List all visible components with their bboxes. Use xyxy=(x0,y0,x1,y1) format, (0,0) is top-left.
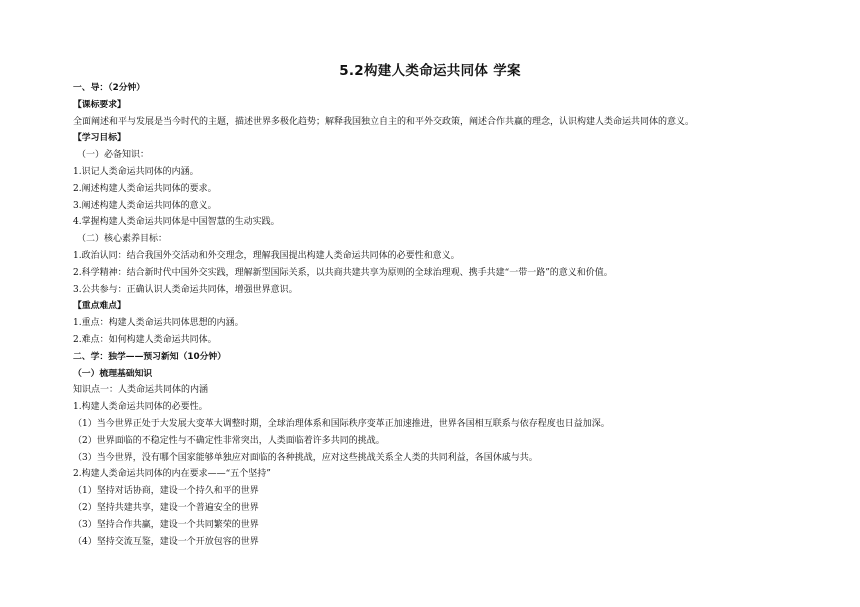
section-heading: 【课标要求】 xyxy=(73,99,126,110)
section-heading: 一、导：（2分钟） xyxy=(73,83,146,93)
text-line: （1）坚持对话协商，建设一个持久和平的世界 xyxy=(73,486,259,497)
text-line: （二）核心素养目标： xyxy=(77,234,168,245)
text-line: 1.构建人类命运共同体的必要性。 xyxy=(73,402,208,413)
text-line: （2）世界面临的不稳定性与不确定性非常突出，人类面临着许多共同的挑战。 xyxy=(73,435,385,446)
text-line: （2）坚持共建共享，建设一个普遍安全的世界 xyxy=(73,502,259,513)
section-heading: 【重点难点】 xyxy=(73,301,126,312)
text-line: 3.公共参与：正确认识人类命运共同体，增强世界意识。 xyxy=(73,284,298,295)
document-body xyxy=(73,80,793,550)
text-line: 1.政治认同：结合我国外交活动和外交理念，理解我国提出构建人类命运共同体的必要性和意义。 xyxy=(73,250,460,261)
text-line: 2.构建人类命运共同体的内在要求——“五个坚持” xyxy=(73,469,271,480)
document-title: 5.2构建人类命运共同体 学案 xyxy=(339,63,521,79)
text-line: 3.阐述构建人类命运共同体的意义。 xyxy=(73,200,217,211)
text-line: 1.识记人类命运共同体的内涵。 xyxy=(73,166,199,177)
text-line: 2.难点：如何构建人类命运共同体。 xyxy=(73,334,217,345)
section-heading: 二、学：独学——预习新知（10分钟） xyxy=(73,351,226,362)
text-line: 2.阐述构建人类命运共同体的要求。 xyxy=(73,183,217,194)
text-line: （1）当今世界正处于大发展大变革大调整时期，全球治理体系和国际秩序变革正加速推进，世界各国相互联系与依存程度也日益加深。 xyxy=(73,418,610,429)
text-line: （一）必备知识： xyxy=(77,150,150,161)
text-line: （4）坚持交流互鉴，建设一个开放包容的世界 xyxy=(73,536,259,547)
text-line: 知识点一：人类命运共同体的内涵 xyxy=(73,385,209,396)
text-line: （3）坚持合作共赢，建设一个共同繁荣的世界 xyxy=(73,519,259,530)
section-heading: （一）梳理基础知识 xyxy=(73,368,153,379)
text-line: 4.掌握构建人类命运共同体是中国智慧的生动实践。 xyxy=(73,217,280,228)
section-heading: 【学习目标】 xyxy=(73,133,126,144)
text-line: 1.重点：构建人类命运共同体思想的内涵。 xyxy=(73,318,244,329)
text-line: 全面阐述和平与发展是当今时代的主题，描述世界多极化趋势；解释我国独立自主的和平外交政策，阐述合作共赢的理念，认识构建人类命运共同体的意义。 xyxy=(73,116,695,127)
text-line: 2.科学精神：结合新时代中国外交实践，理解新型国际关系，以共商共建共享为原则的全球治理观、携手共建“一带一路”的意义和价值。 xyxy=(73,267,613,278)
text-line: （3）当今世界，没有哪个国家能够单独应对面临的各种挑战，应对这些挑战关系全人类的共同利益，各国休戚与共。 xyxy=(73,452,538,463)
